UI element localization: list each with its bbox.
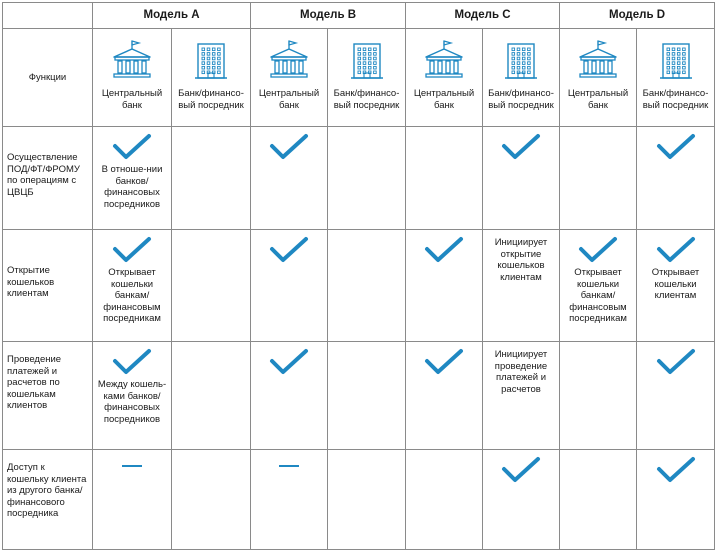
cell-c-intermediary xyxy=(483,342,560,450)
model-header-row xyxy=(3,3,715,29)
header-b-intermediary xyxy=(328,29,406,127)
function-label-access: Доступ к кошельку клиента из другого банка/ финансового посредника xyxy=(3,450,93,550)
checkmark-icon xyxy=(269,348,309,376)
row-wallet-access xyxy=(3,450,715,550)
central-bank-icon xyxy=(576,40,620,80)
checkmark-icon xyxy=(112,236,152,264)
intermediary-label: Банк/финансо-вый посредник xyxy=(333,88,400,111)
checkmark-icon xyxy=(424,348,464,376)
office-building-icon xyxy=(194,40,228,80)
model-a-header: Модель A xyxy=(93,3,251,29)
cell-note: Инициирует открытие кошельков клиентам xyxy=(494,237,548,283)
header-d-central-bank xyxy=(560,29,637,127)
checkmark-icon xyxy=(656,133,696,161)
cell-a-intermediary xyxy=(172,342,251,450)
checkmark-icon xyxy=(656,456,696,484)
cell-b-central-bank xyxy=(251,342,328,450)
model-c-header: Модель C xyxy=(406,3,560,29)
dash-icon xyxy=(278,464,300,468)
cell-note: Инициирует проведение платежей и расчетов xyxy=(494,349,548,395)
model-b-header: Модель B xyxy=(251,3,406,29)
header-d-intermediary xyxy=(637,29,715,127)
cell-a-intermediary xyxy=(172,127,251,230)
functions-label: Функции xyxy=(3,29,93,127)
central-bank-label: Центральный банк xyxy=(258,88,320,111)
header-c-intermediary xyxy=(483,29,560,127)
function-label-payments: Проведение платежей и расчетов по кошелькам клиентов xyxy=(3,342,93,450)
corner-cell xyxy=(3,3,93,29)
central-bank-label: Центральный банк xyxy=(413,88,475,111)
cell-note: Открывает кошельки клиентам xyxy=(651,267,700,302)
cell-b-intermediary xyxy=(328,127,406,230)
row-payments xyxy=(3,342,715,450)
header-b-central-bank xyxy=(251,29,328,127)
cell-d-intermediary xyxy=(637,342,715,450)
cell-d-central-bank xyxy=(560,230,637,342)
central-bank-icon xyxy=(267,40,311,80)
cell-c-intermediary xyxy=(483,230,560,342)
cell-b-central-bank xyxy=(251,230,328,342)
cell-b-central-bank xyxy=(251,450,328,550)
checkmark-icon xyxy=(269,236,309,264)
cell-c-central-bank xyxy=(406,127,483,230)
checkmark-icon xyxy=(656,348,696,376)
intermediary-label: Банк/финансо-вый посредник xyxy=(642,88,709,111)
header-a-central-bank xyxy=(93,29,172,127)
cell-c-central-bank xyxy=(406,230,483,342)
checkmark-icon xyxy=(501,456,541,484)
cell-a-intermediary xyxy=(172,230,251,342)
cell-d-central-bank xyxy=(560,450,637,550)
cell-d-central-bank xyxy=(560,127,637,230)
model-d-header: Модель D xyxy=(560,3,715,29)
office-building-icon xyxy=(504,40,538,80)
cell-b-central-bank xyxy=(251,127,328,230)
cell-a-intermediary xyxy=(172,450,251,550)
intermediary-label: Банк/финансо-вый посредник xyxy=(178,88,244,111)
checkmark-icon xyxy=(501,133,541,161)
checkmark-icon xyxy=(112,133,152,161)
checkmark-icon xyxy=(656,236,696,264)
central-bank-label: Центральный банк xyxy=(101,88,163,111)
cell-note: Между кошель-ками банков/ финансовых посредников xyxy=(97,379,167,425)
dash-icon xyxy=(121,464,143,468)
function-label-aml: Осуществление ПОД/ФТ/ФРОМУ по операциям с ЦВЦБ xyxy=(3,127,93,230)
row-aml-cft xyxy=(3,127,715,230)
cell-note: Открывает кошельки банкам/ финансовым посредникам xyxy=(103,267,161,325)
cell-c-intermediary xyxy=(483,127,560,230)
cell-d-intermediary xyxy=(637,127,715,230)
checkmark-icon xyxy=(269,133,309,161)
cell-note: В отноше-нии банков/ финансовых посредников xyxy=(101,164,163,210)
office-building-icon xyxy=(659,40,693,80)
checkmark-icon xyxy=(112,348,152,376)
central-bank-label: Центральный банк xyxy=(567,88,629,111)
cell-a-central-bank xyxy=(93,127,172,230)
cell-a-central-bank xyxy=(93,342,172,450)
cell-b-intermediary xyxy=(328,230,406,342)
office-building-icon xyxy=(350,40,384,80)
header-a-intermediary xyxy=(172,29,251,127)
checkmark-icon xyxy=(578,236,618,264)
row-open-wallets xyxy=(3,230,715,342)
header-c-central-bank xyxy=(406,29,483,127)
cell-d-intermediary xyxy=(637,230,715,342)
central-bank-icon xyxy=(110,40,154,80)
intermediary-label: Банк/финансо-вый посредник xyxy=(488,88,554,111)
cell-a-central-bank xyxy=(93,450,172,550)
cell-c-central-bank xyxy=(406,450,483,550)
function-label-open-wallets: Открытие кошельков клиентам xyxy=(3,230,93,342)
cell-d-intermediary xyxy=(637,450,715,550)
checkmark-icon xyxy=(424,236,464,264)
comparison-table xyxy=(2,2,715,550)
cell-b-intermediary xyxy=(328,450,406,550)
cell-d-central-bank xyxy=(560,342,637,450)
cell-a-central-bank xyxy=(93,230,172,342)
institution-header-row xyxy=(3,29,715,127)
central-bank-icon xyxy=(422,40,466,80)
cell-c-central-bank xyxy=(406,342,483,450)
cell-b-intermediary xyxy=(328,342,406,450)
cell-c-intermediary xyxy=(483,450,560,550)
cell-note: Открывает кошельки банкам/ финансовым посредникам xyxy=(569,267,627,325)
